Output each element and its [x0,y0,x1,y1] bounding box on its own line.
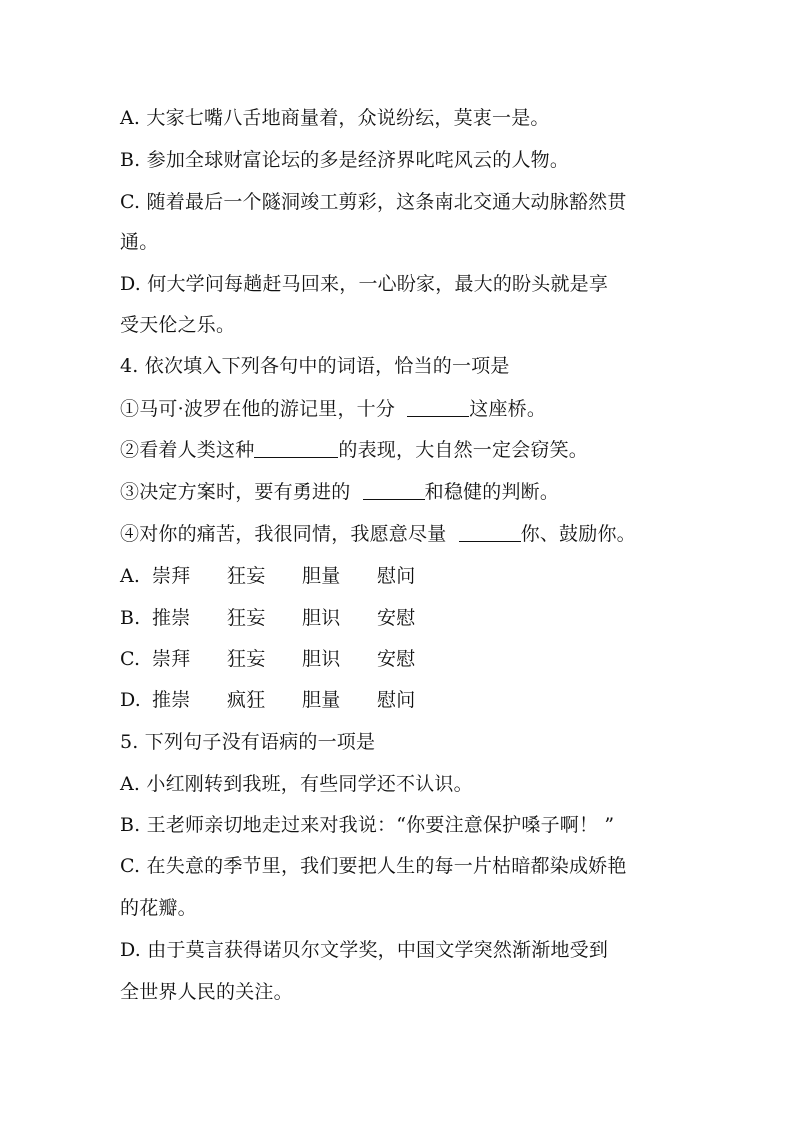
fill-blank [459,522,521,542]
option-letter: C. [120,855,147,877]
option-text: 小红刚转到我班，有些同学还不认识。 [146,773,473,795]
option-letter: A. [120,107,147,129]
choice-word: 胆识 [302,607,341,629]
q3-option-c-continued [120,221,680,263]
q5-stem: 5. 下列句子没有语病的一项是 [120,731,376,753]
q3-option-a [120,97,680,139]
choice-word: 推崇 [152,607,191,629]
option-text: 何大学问每趟赶马回来，一心盼家，最大的盼头就是享 [147,273,609,295]
option-text: 随着最后一个隧洞竣工剪彩，这条南北交通大动脉豁然贯 [146,191,627,213]
fill-blank [407,397,469,417]
choice-word: 胆量 [302,689,341,711]
choice-word: 狂妄 [227,607,266,629]
fill-blank [254,438,338,458]
q5-option-b [120,804,680,846]
sentence-text: 的表现，大自然一定会窃笑。 [338,439,589,461]
choice-word: 慰问 [377,565,416,587]
choice-word: 推崇 [152,689,191,711]
q4-sentence-2 [120,429,680,471]
option-letter: B. [120,149,147,171]
sentence-text: ①马可·波罗在他的游记里，十分 [120,398,402,420]
q4-choice-d [120,679,680,721]
option-letter: D. [120,939,148,961]
sentence-text: 这座桥。 [469,398,547,420]
choice-letter: B. [120,607,141,629]
choice-word: 疯狂 [227,689,266,711]
option-letter: C. [120,191,147,213]
choice-word: 崇拜 [152,648,191,670]
q3-option-d [120,263,680,305]
fill-blank [363,480,425,500]
choice-word: 安慰 [377,607,416,629]
option-text: 受天伦之乐。 [120,314,236,336]
q4-choice-a [120,555,680,597]
option-text: 通。 [120,231,159,253]
option-letter: A. [120,773,147,795]
option-letter: B. [120,814,147,836]
choice-word: 狂妄 [227,648,266,670]
choice-word: 狂妄 [227,565,266,587]
choice-letter: A. [120,565,141,587]
option-text: 由于莫言获得诺贝尔文学奖，中国文学突然渐渐地受到 [147,939,609,961]
option-text: 全世界人民的关注。 [120,981,293,1003]
q4-sentence-1 [120,388,680,430]
option-letter: D. [120,273,148,295]
q4-choice-b [120,597,680,639]
sentence-text: ②看着人类这种 [120,439,255,461]
option-text: 大家七嘴八舌地商量着，众说纷纭，莫衷一是。 [146,107,550,129]
q5-option-d [120,929,680,971]
q4-sentence-3 [120,471,680,513]
q4-sentence-4 [120,513,680,555]
option-text: 王老师亲切地走过来对我说：“你要注意保护嗓子啊！ ” [146,814,615,836]
sentence-text: ④对你的痛苦，我很同情，我愿意尽量 [120,523,453,545]
choice-word: 胆识 [302,648,341,670]
sentence-text: 你、鼓励你。 [520,523,636,545]
q3-option-c [120,181,680,223]
q5-option-d-continued [120,971,680,1013]
q4-stem: 4. 依次填入下列各句中的词语，恰当的一项是 [120,355,510,377]
choice-word: 胆量 [302,565,341,587]
choice-letter: C. [120,648,141,670]
choice-word: 慰问 [377,689,416,711]
option-text: 在失意的季节里，我们要把人生的每一片枯暗都染成娇艳 [146,855,627,877]
choice-letter: D. [120,689,141,711]
option-text: 的花瓣。 [120,897,197,919]
q4-choice-c [120,638,680,680]
q3-option-b [120,139,680,181]
q5-option-c-continued [120,887,680,929]
q5-option-c [120,845,680,887]
sentence-text: 和稳健的判断。 [424,481,560,503]
choice-word: 崇拜 [152,565,191,587]
sentence-text: ③决定方案时，要有勇进的 [120,481,357,503]
choice-word: 安慰 [377,648,416,670]
q3-option-d-continued [120,304,680,346]
option-text: 参加全球财富论坛的多是经济界叱咤风云的人物。 [146,149,570,171]
q5-option-a [120,763,680,805]
